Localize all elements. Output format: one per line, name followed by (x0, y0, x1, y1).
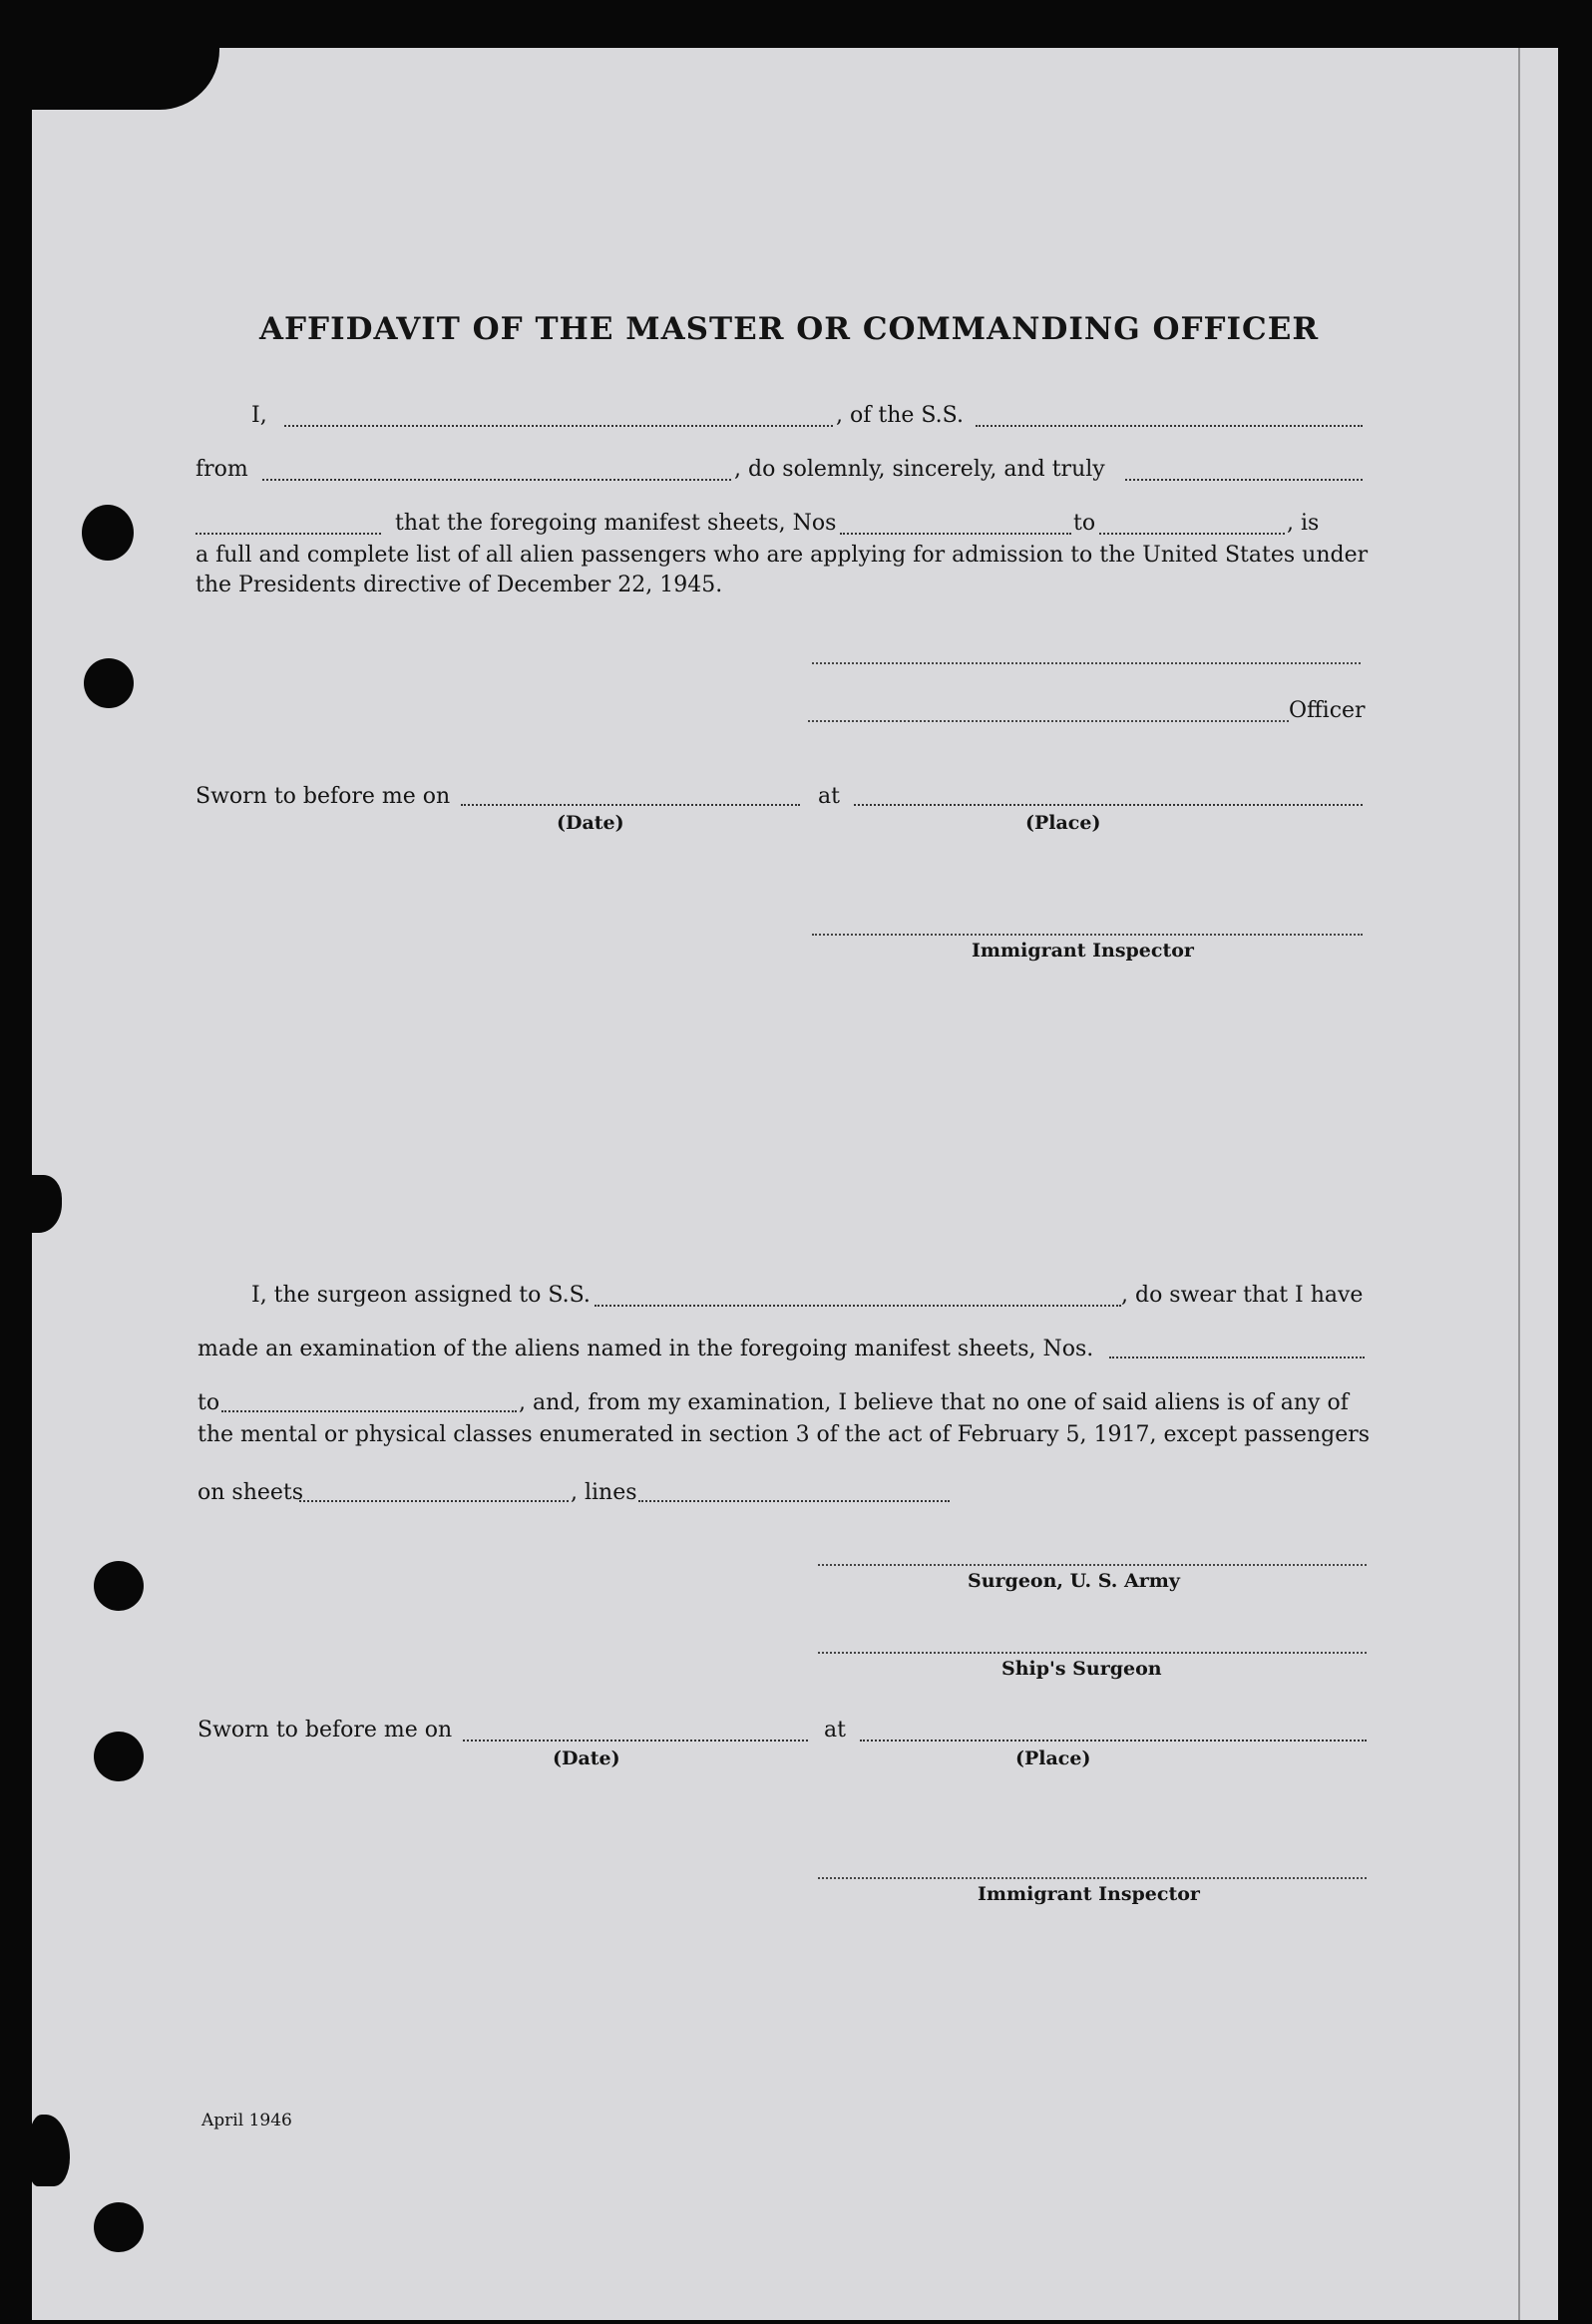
sworn-at-label: at (818, 784, 840, 809)
punch-hole (82, 505, 134, 561)
ships-surgeon-caption: Ship's Surgeon (1001, 1658, 1162, 1680)
inspector-caption: Immigrant Inspector (972, 940, 1194, 962)
surgeon-line5-prefix: on sheets (198, 1480, 304, 1505)
sworn-label: Sworn to before me on (196, 784, 451, 809)
surgeon-inspector-signature-line[interactable] (818, 1877, 1367, 1879)
surgeon-line2: made an examination of the aliens named in the foregoing manifest sheets, Nos. (198, 1337, 1094, 1361)
surgeon-sworn-at-label: at (824, 1718, 846, 1743)
surgeon-manifest-to-field[interactable] (221, 1410, 517, 1412)
master-line3-text: that the foregoing manifest sheets, Nos (395, 511, 837, 536)
surgeon-line4: the mental or physical classes enumerated in section 3 of the act of February 5, 1917, except passengers (198, 1422, 1371, 1447)
punch-hole (94, 1561, 144, 1611)
officer-signature-line[interactable] (808, 720, 1289, 722)
torn-edge (16, 1175, 62, 1233)
punch-hole (94, 1732, 144, 1781)
officer-label: Officer (1289, 698, 1366, 723)
date-caption: (Date) (557, 812, 624, 834)
declaration-verb-field[interactable] (196, 533, 381, 535)
surgeon-line3-to: to (198, 1390, 220, 1415)
master-line3-suffix: , is (1287, 511, 1320, 536)
surgeon-manifest-from-field[interactable] (1109, 1356, 1365, 1358)
master-line5: the Presidents directive of December 22, 1945. (196, 573, 723, 597)
manifest-to-field[interactable] (1099, 533, 1285, 535)
form-date: April 1946 (201, 2111, 292, 2130)
ship-name-field[interactable] (976, 425, 1363, 427)
master-line4: a full and complete list of all alien passengers who are applying for admission to the United States under (196, 543, 1369, 568)
army-surgeon-caption: Surgeon, U. S. Army (968, 1570, 1180, 1592)
surgeon-sworn-place-field[interactable] (860, 1740, 1367, 1742)
lines-field[interactable] (638, 1500, 950, 1502)
inspector-signature-line[interactable] (812, 934, 1363, 936)
surgeon-sworn-date-field[interactable] (463, 1740, 808, 1742)
sworn-place-field[interactable] (854, 804, 1363, 806)
page-edge-line (1518, 48, 1520, 2320)
master-line1-prefix: I, (251, 403, 267, 428)
master-line1-suffix: , of the S.S. (836, 403, 964, 428)
sworn-date-field[interactable] (461, 804, 800, 806)
surgeon-line1-prefix: I, the surgeon assigned to S.S. (251, 1283, 591, 1308)
surgeon-line3-text: , and, from my examination, I believe that no one of said aliens is of any of (519, 1390, 1349, 1415)
surgeon-line5-lines: , lines (571, 1480, 637, 1505)
punch-hole (94, 2202, 144, 2252)
from-port-field[interactable] (262, 479, 731, 481)
ships-surgeon-signature-line[interactable] (818, 1652, 1367, 1654)
declaration-field[interactable] (1125, 479, 1363, 481)
document-page (32, 48, 1558, 2320)
page-title: AFFIDAVIT OF THE MASTER OR COMMANDING OFFICER (259, 311, 1320, 347)
army-surgeon-signature-line[interactable] (818, 1564, 1367, 1566)
master-line3-to: to (1073, 511, 1096, 536)
sheets-field[interactable] (299, 1500, 569, 1502)
master-name-field[interactable] (284, 425, 833, 427)
surgeon-ship-field[interactable] (595, 1305, 1121, 1307)
surgeon-date-caption: (Date) (553, 1747, 620, 1769)
place-caption: (Place) (1025, 812, 1101, 834)
signature-line[interactable] (812, 662, 1361, 664)
surgeon-place-caption: (Place) (1015, 1747, 1091, 1769)
master-line2-suffix: , do solemnly, sincerely, and truly (734, 457, 1105, 482)
surgeon-inspector-caption: Immigrant Inspector (978, 1883, 1200, 1905)
surgeon-line1-suffix: , do swear that I have (1121, 1283, 1364, 1308)
master-line2-prefix: from (196, 457, 248, 482)
manifest-from-field[interactable] (840, 533, 1071, 535)
surgeon-sworn-label: Sworn to before me on (198, 1718, 453, 1743)
punch-hole (84, 658, 134, 708)
